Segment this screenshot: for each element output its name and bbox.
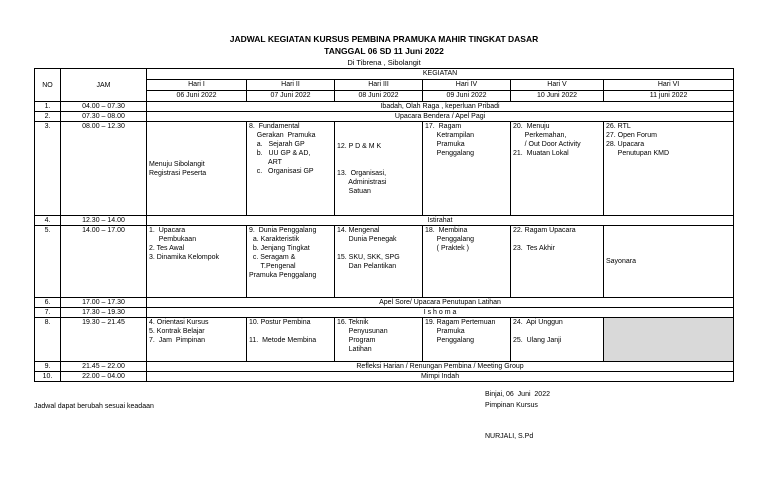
schedule-row — [35, 362, 734, 372]
row-activity: I s h o m a — [147, 308, 734, 318]
row-number: 2. — [35, 112, 61, 122]
row-number: 9. — [35, 362, 61, 372]
activity-cell: 16. Teknik Penyusunan Program Latihan — [335, 318, 423, 362]
activity-cell: Sayonara — [604, 226, 734, 298]
activity-cell: 8. Fundamental Gerakan Pramuka a. Sejarah GP b. UU GP & AD, ART c. Organisasi GP — [247, 122, 335, 216]
row-time: 14.00 – 17.00 — [61, 226, 147, 298]
row-number: 10. — [35, 372, 61, 382]
row-number: 5. — [35, 226, 61, 298]
row-time: 12.30 – 14.00 — [61, 216, 147, 226]
signer-name: NURJALI, S.Pd — [485, 433, 534, 440]
row-time: 19.30 – 21.45 — [61, 318, 147, 362]
activity-cell: Menuju Sibolangit Registrasi Peserta — [147, 122, 247, 216]
activity-cell: 20. Menuju Perkemahan, / Out Door Activity 21. Muatan Lokal — [511, 122, 604, 216]
day-date: 10 Juni 2022 — [511, 91, 604, 102]
blank-cell — [604, 318, 734, 362]
row-time: 17.00 – 17.30 — [61, 298, 147, 308]
schedule-row — [35, 308, 734, 318]
activity-cell: 4. Orientasi Kursus 5. Kontrak Belajar 7. Jam Pimpinan — [147, 318, 247, 362]
row-time: 22.00 – 04.00 — [61, 372, 147, 382]
activity-cell: 9. Dunia Penggalang a. Karakteristik b. Jenjang Tingkat c. Seragam & T.Pengenal Pramuka Penggalang — [247, 226, 335, 298]
schedule-row — [35, 122, 734, 216]
signature-role: Pimpinan Kursus — [485, 402, 538, 409]
day-date: 11 juni 2022 — [604, 91, 734, 102]
row-activity: Mimpi Indah — [147, 372, 734, 382]
schedule-row — [35, 318, 734, 362]
activity-cell: 19. Ragam Pertemuan Pramuka Penggalang — [423, 318, 511, 362]
day-name: Hari III — [335, 80, 423, 91]
day-name: Hari IV — [423, 80, 511, 91]
signature-place-date: Binjai, 06 Juni 2022 — [485, 391, 550, 398]
col-no: NO — [35, 69, 61, 102]
row-activity: Upacara Bendera / Apel Pagi — [147, 112, 734, 122]
day-name: Hari V — [511, 80, 604, 91]
schedule-row — [35, 372, 734, 382]
row-number: 6. — [35, 298, 61, 308]
date-range: TANGGAL 06 SD 11 Juni 2022 — [324, 46, 444, 56]
row-number: 1. — [35, 102, 61, 112]
row-activity: Istirahat — [147, 216, 734, 226]
row-activity: Apel Sore/ Upacara Penutupan Latihan — [147, 298, 734, 308]
col-jam: JAM — [61, 69, 147, 102]
header-row — [35, 69, 734, 80]
activity-cell: 1. Upacara Pembukaan 2. Tes Awal 3. Dinamika Kelompok — [147, 226, 247, 298]
row-number: 3. — [35, 122, 61, 216]
row-number: 7. — [35, 308, 61, 318]
row-activity: Ibadah, Olah Raga , keperluan Pribadi — [147, 102, 734, 112]
activity-cell: 26. RTL 27. Open Forum 28. Upacara Penutupan KMD — [604, 122, 734, 216]
row-number: 4. — [35, 216, 61, 226]
schedule-table — [34, 68, 734, 382]
day-date: 06 Juni 2022 — [147, 91, 247, 102]
day-name: Hari II — [247, 80, 335, 91]
schedule-row — [35, 216, 734, 226]
row-time: 17.30 – 19.30 — [61, 308, 147, 318]
activity-cell: 12. P D & M K 13. Organisasi, Administrasi Satuan — [335, 122, 423, 216]
activity-cell: 17. Ragam Ketrampilan Pramuka Penggalang — [423, 122, 511, 216]
row-time: 21.45 – 22.00 — [61, 362, 147, 372]
document-title: JADWAL KEGIATAN KURSUS PEMBINA PRAMUKA MAHIR TINGKAT DASAR — [229, 34, 539, 44]
activity-cell: 14. Mengenal Dunia Penegak 15. SKU, SKK, SPG Dan Pelantikan — [335, 226, 423, 298]
activity-cell: 10. Postur Pembina 11. Metode Membina — [247, 318, 335, 362]
row-time: 08.00 – 12.30 — [61, 122, 147, 216]
row-time: 04.00 – 07.30 — [61, 102, 147, 112]
day-date: 08 Juni 2022 — [335, 91, 423, 102]
schedule-row — [35, 298, 734, 308]
schedule-row — [35, 226, 734, 298]
footnote: Jadwal dapat berubah sesuai keadaan — [34, 403, 154, 410]
row-activity: Refleksi Harian / Renungan Pembina / Meeting Group — [147, 362, 734, 372]
row-number: 8. — [35, 318, 61, 362]
row-time: 07.30 – 08.00 — [61, 112, 147, 122]
day-date: 07 Juni 2022 — [247, 91, 335, 102]
activity-cell: 24. Api Unggun 25. Ulang Janji — [511, 318, 604, 362]
activity-cell: 18. Membina Penggalang ( Praktek ) — [423, 226, 511, 298]
venue: Di Tibrena , Sibolangit — [347, 58, 421, 67]
day-name: Hari I — [147, 80, 247, 91]
schedule-row — [35, 112, 734, 122]
col-kegiatan: KEGIATAN — [147, 69, 734, 80]
day-name: Hari VI — [604, 80, 734, 91]
schedule-row — [35, 102, 734, 112]
activity-cell: 22. Ragam Upacara 23. Tes Akhir — [511, 226, 604, 298]
day-date: 09 Juni 2022 — [423, 91, 511, 102]
